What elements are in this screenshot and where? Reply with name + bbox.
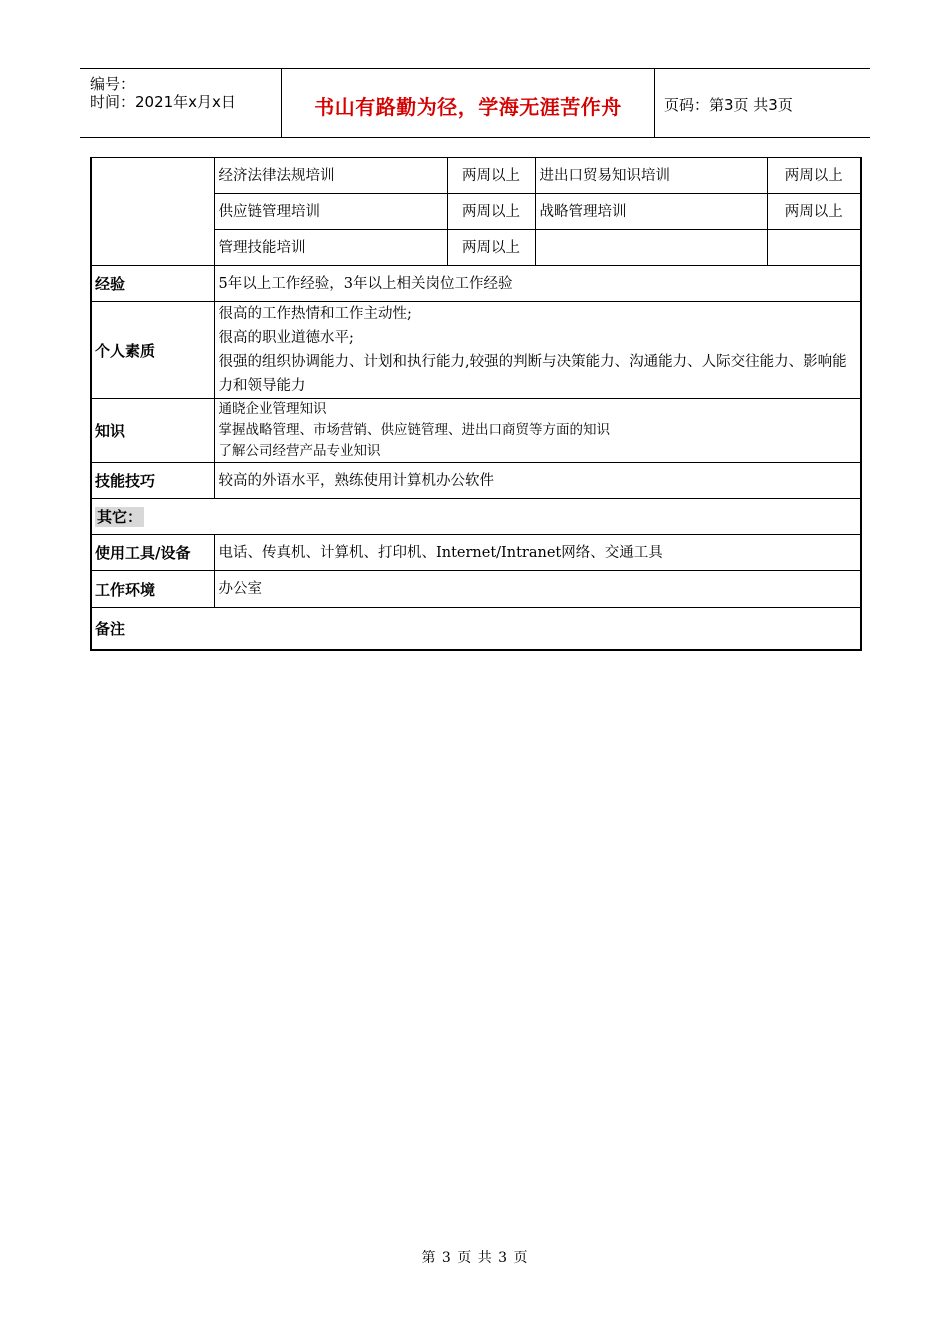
environment-value: 办公室 bbox=[214, 571, 861, 608]
header-motto-cell bbox=[281, 69, 655, 137]
quality-line: 很高的职业道德水平; bbox=[218, 330, 354, 346]
training-duration: 两周以上 bbox=[447, 158, 535, 194]
job-description-table bbox=[90, 157, 862, 651]
knowledge-line: 掌握战略管理、市场营销、供应链管理、进出口商贸等方面的知识 bbox=[218, 422, 610, 438]
experience-row bbox=[91, 266, 861, 302]
tools-value: 电话、传真机、计算机、打印机、Internet/Intranet网络、交通工具 bbox=[214, 535, 861, 571]
training-course: 经济法律法规培训 bbox=[214, 158, 447, 194]
header-page-cell bbox=[655, 69, 870, 137]
training-label-cell bbox=[91, 158, 214, 266]
quality-line: 很强的组织协调能力、计划和执行能力,较强的判断与决策能力、沟通能力、人际交往能力、影响能力和领导能力 bbox=[218, 354, 847, 394]
other-label: 其它： bbox=[97, 508, 143, 526]
skills-value: 较高的外语水平，熟练使用计算机办公软件 bbox=[214, 463, 861, 499]
training-course: 管理技能培训 bbox=[214, 230, 447, 266]
tools-label: 使用工具/设备 bbox=[91, 535, 214, 571]
training-course: 战略管理培训 bbox=[535, 194, 767, 230]
quality-value bbox=[214, 302, 861, 399]
environment-label: 工作环境 bbox=[91, 571, 214, 608]
training-course: 供应链管理培训 bbox=[214, 194, 447, 230]
quality-line: 很高的工作热情和工作主动性; bbox=[218, 306, 412, 322]
page-header bbox=[80, 68, 870, 138]
quality-row bbox=[91, 302, 861, 399]
experience-value: 5年以上工作经验，3年以上相关岗位工作经验 bbox=[214, 266, 861, 302]
page-footer: 第 3 页 共 3 页 bbox=[421, 1250, 529, 1266]
knowledge-line: 通晓企业管理知识 bbox=[218, 401, 327, 417]
tools-row bbox=[91, 535, 861, 571]
knowledge-line: 了解公司经营产品专业知识 bbox=[218, 443, 381, 459]
header-meta-cell bbox=[80, 69, 281, 137]
remarks-label: 备注 bbox=[91, 608, 861, 650]
knowledge-row bbox=[91, 399, 861, 463]
training-course bbox=[535, 230, 767, 266]
skills-label: 技能技巧 bbox=[91, 463, 214, 499]
training-duration: 两周以上 bbox=[767, 194, 861, 230]
other-label-cell bbox=[91, 499, 861, 535]
training-course: 进出口贸易知识培训 bbox=[535, 158, 767, 194]
training-duration bbox=[767, 230, 861, 266]
knowledge-label: 知识 bbox=[91, 399, 214, 463]
skills-row bbox=[91, 463, 861, 499]
header-motto: 书山有路勤为径，学海无涯苦作舟 bbox=[314, 95, 622, 119]
training-duration: 两周以上 bbox=[447, 194, 535, 230]
training-duration: 两周以上 bbox=[767, 158, 861, 194]
knowledge-value bbox=[214, 399, 861, 463]
experience-label: 经验 bbox=[91, 266, 214, 302]
remarks-row bbox=[91, 608, 861, 650]
environment-row bbox=[91, 571, 861, 608]
quality-label: 个人素质 bbox=[91, 302, 214, 399]
document-number-label: 编号： bbox=[90, 75, 136, 93]
other-row bbox=[91, 499, 861, 535]
document-date: 时间：2021年x月x日 bbox=[90, 93, 236, 111]
training-duration: 两周以上 bbox=[447, 230, 535, 266]
training-row bbox=[91, 158, 861, 194]
header-page-number: 页码：第3页 共3页 bbox=[664, 96, 793, 114]
